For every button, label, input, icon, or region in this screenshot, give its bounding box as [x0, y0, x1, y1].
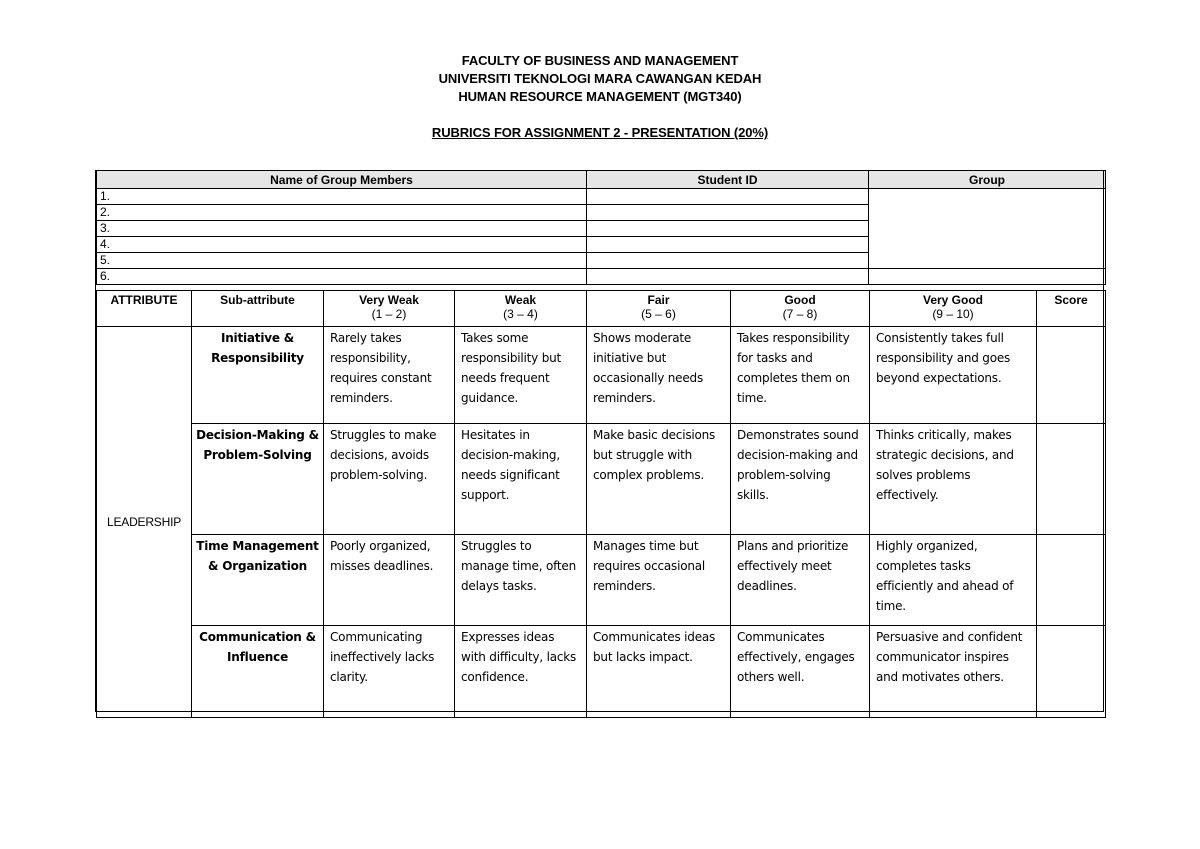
fair-range: (5 – 6): [641, 307, 676, 321]
member-id-cell[interactable]: [587, 253, 869, 269]
sub-attribute-cell: Decision-Making & Problem-Solving: [192, 424, 324, 535]
weak-range: (3 – 4): [503, 307, 538, 321]
group-cell-extra[interactable]: [869, 269, 1106, 285]
very-good-cell: Persuasive and confident communicator inspires and motivates others.: [870, 626, 1037, 718]
fair-label: Fair: [647, 293, 670, 307]
members-header-row: [97, 171, 1106, 189]
very-weak-cell: Poorly organized, misses deadlines.: [324, 535, 455, 626]
good-label: Good: [784, 293, 816, 307]
member-name-cell[interactable]: 4.: [97, 237, 587, 253]
group-members-table: [96, 170, 1106, 285]
faculty-title: FACULTY OF BUSINESS AND MANAGEMENT: [461, 53, 739, 68]
good-cell: Demonstrates sound decision-making and problem-solving skills.: [731, 424, 870, 535]
group-column-header: Group: [869, 171, 1106, 189]
sub-attribute-cell: Initiative & Responsibility: [192, 327, 324, 424]
name-column-header: Name of Group Members: [97, 171, 587, 189]
member-name-cell[interactable]: 3.: [97, 221, 587, 237]
very-weak-range: (1 – 2): [371, 307, 407, 321]
good-cell: Communicates effectively, engages others well.: [731, 626, 870, 718]
member-name-cell[interactable]: 1.: [97, 189, 587, 205]
good-cell: Plans and prioritize effectively meet deadlines.: [731, 535, 870, 626]
very-weak-header: [324, 291, 455, 327]
sub-attribute-header: Sub-attribute: [192, 291, 324, 327]
fair-cell: Make basic decisions but struggle with complex problems.: [587, 424, 731, 535]
very-good-cell: Thinks critically, makes strategic decisions, and solves problems effectively.: [870, 424, 1037, 535]
very-weak-cell: Communicating ineffectively lacks clarity.: [324, 626, 455, 718]
sub-attribute-cell: Time Management & Organization: [192, 535, 324, 626]
very-good-header: [870, 291, 1037, 327]
university-title: UNIVERSITI TEKNOLOGI MARA CAWANGAN KEDAH: [438, 71, 762, 86]
score-cell[interactable]: [1037, 535, 1106, 626]
student-id-column-header: Student ID: [587, 171, 869, 189]
very-weak-cell: Struggles to make decisions, avoids problem-solving.: [324, 424, 455, 535]
weak-cell: Takes some responsibility but needs frequent guidance.: [455, 327, 587, 424]
member-row: [97, 269, 1106, 285]
weak-cell: Hesitates in decision-making, needs significant support.: [455, 424, 587, 535]
very-weak-label: Very Weak: [359, 293, 419, 307]
good-range: (7 – 8): [782, 307, 818, 321]
rubric-row: [97, 424, 1106, 535]
member-id-cell[interactable]: [587, 269, 869, 285]
member-id-cell[interactable]: [587, 221, 869, 237]
very-good-label: Very Good: [922, 293, 984, 307]
group-cell[interactable]: [869, 189, 1106, 269]
fair-header: [587, 291, 731, 327]
member-id-cell[interactable]: [587, 205, 869, 221]
member-name-cell[interactable]: 5.: [97, 253, 587, 269]
very-weak-cell: Rarely takes responsibility, requires constant reminders.: [324, 327, 455, 424]
score-cell[interactable]: [1037, 424, 1106, 535]
document-header: [0, 52, 1200, 142]
very-good-cell: Consistently takes full responsibility and goes beyond expectations.: [870, 327, 1037, 424]
fair-cell: Communicates ideas but lacks impact.: [587, 626, 731, 718]
fair-cell: Shows moderate initiative but occasionally needs reminders.: [587, 327, 731, 424]
very-good-cell: Highly organized, completes tasks efficiently and ahead of time.: [870, 535, 1037, 626]
course-title: HUMAN RESOURCE MANAGEMENT (MGT340): [458, 89, 742, 104]
member-id-cell[interactable]: [587, 189, 869, 205]
score-cell[interactable]: [1037, 626, 1106, 718]
attribute-header: ATTRIBUTE: [97, 291, 192, 327]
weak-cell: Struggles to manage time, often delays tasks.: [455, 535, 587, 626]
member-name-cell[interactable]: 2.: [97, 205, 587, 221]
rubric-row: [97, 626, 1106, 718]
attribute-leadership: LEADERSHIP: [97, 327, 192, 718]
weak-cell: Expresses ideas with difficulty, lacks confidence.: [455, 626, 587, 718]
member-id-cell[interactable]: [587, 237, 869, 253]
rubric-header-row: [97, 291, 1106, 327]
weak-label: Weak: [504, 293, 537, 307]
weak-header: [455, 291, 587, 327]
good-cell: Takes responsibility for tasks and completes them on time.: [731, 327, 870, 424]
rubric-row: [97, 535, 1106, 626]
member-row: [97, 189, 1106, 205]
good-header: [731, 291, 870, 327]
rubric-row: [97, 327, 1106, 424]
rubric-title: RUBRICS FOR ASSIGNMENT 2 - PRESENTATION (20%): [431, 125, 769, 140]
rubric-table: [96, 290, 1106, 718]
member-name-cell[interactable]: 6.: [97, 269, 587, 285]
sub-attribute-cell: Communication & Influence: [192, 626, 324, 718]
score-header: Score: [1037, 291, 1106, 327]
very-good-range: (9 – 10): [932, 307, 974, 321]
score-cell[interactable]: [1037, 327, 1106, 424]
fair-cell: Manages time but requires occasional reminders.: [587, 535, 731, 626]
